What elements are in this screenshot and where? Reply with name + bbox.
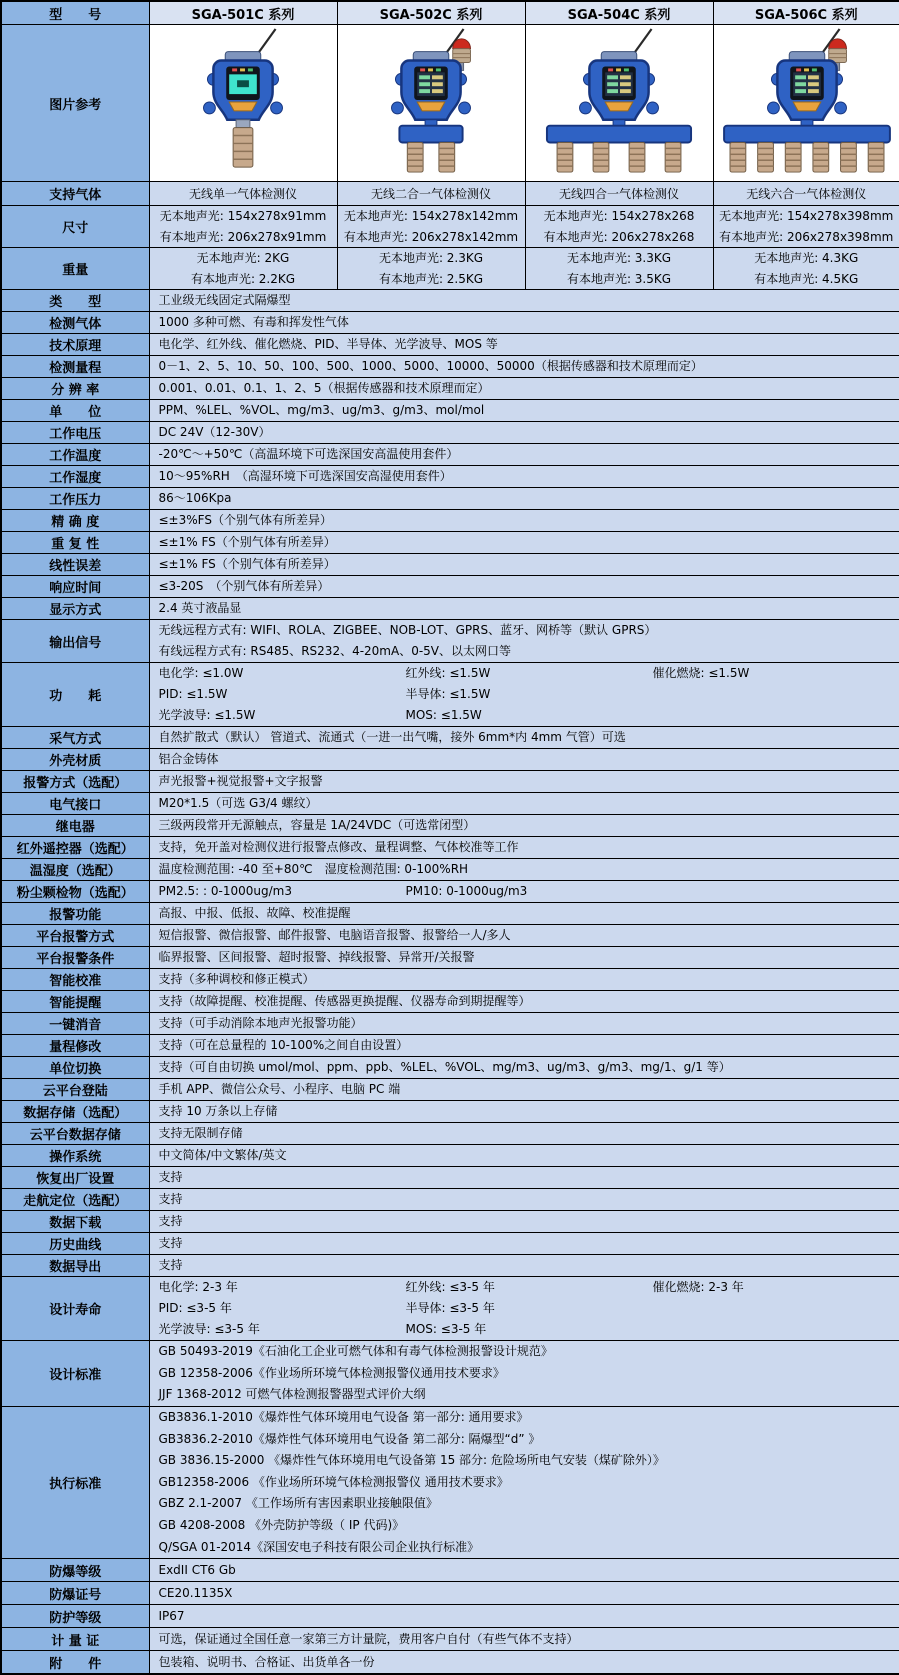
spec-line: 2.4 英寸液晶显 bbox=[159, 598, 891, 619]
spec-line: 中文简体/中文繁体/英文 bbox=[159, 1145, 891, 1166]
spec-value bbox=[149, 620, 899, 663]
spec-value bbox=[149, 1167, 899, 1189]
row-label: 外壳材质 bbox=[1, 749, 149, 771]
cell-line: 无本地声光: 2.3KG bbox=[340, 248, 523, 269]
spec-row bbox=[1, 1123, 899, 1145]
row-label: 工作温度 bbox=[1, 444, 149, 466]
size-row-cell bbox=[149, 206, 337, 248]
row-label: 重 复 性 bbox=[1, 532, 149, 554]
row-label: 数据导出 bbox=[1, 1255, 149, 1277]
weight-row-cell bbox=[713, 248, 899, 290]
spec-line: 86～106Kpa bbox=[159, 488, 891, 509]
spec-row bbox=[1, 444, 899, 466]
spec-row bbox=[1, 771, 899, 793]
spec-value bbox=[149, 1079, 899, 1101]
row-label: 计 量 证 bbox=[1, 1628, 149, 1651]
cell-line: 有本地声光: 3.5KG bbox=[528, 269, 711, 290]
spec-row bbox=[1, 334, 899, 356]
spec-row bbox=[1, 1101, 899, 1123]
spec-row bbox=[1, 312, 899, 334]
model-header: SGA-504C 系列 bbox=[525, 1, 713, 25]
spec-value bbox=[149, 727, 899, 749]
weight-row bbox=[1, 248, 899, 290]
row-label: 单 位 bbox=[1, 400, 149, 422]
spec-value bbox=[149, 290, 899, 312]
spec-row bbox=[1, 947, 899, 969]
spec-line: 无线远程方式有: WIFI、ROLA、ZIGBEE、NOB-LOT、GPRS、蓝牙、网桥等（默认 GPRS） bbox=[159, 620, 891, 641]
row-label: 红外遥控器（选配） bbox=[1, 837, 149, 859]
spec-row bbox=[1, 1057, 899, 1079]
spec-line: 支持 bbox=[159, 1211, 891, 1232]
spec-line: 支持（可在总量程的 10-100%之间自由设置） bbox=[159, 1035, 891, 1056]
spec-line: GB3836.1-2010《爆炸性气体环境用电气设备 第一部分: 通用要求》 bbox=[159, 1407, 891, 1429]
product-image bbox=[713, 25, 899, 182]
spec-segment: PM2.5: : 0-1000ug/m3 bbox=[159, 881, 406, 902]
row-label: 类 型 bbox=[1, 290, 149, 312]
gas-detector-6in1-icon bbox=[714, 25, 899, 177]
spec-value bbox=[149, 422, 899, 444]
spec-value bbox=[149, 1189, 899, 1211]
spec-value bbox=[149, 1013, 899, 1035]
spec-line: 工业级无线固定式隔爆型 bbox=[159, 290, 891, 311]
spec-row bbox=[1, 576, 899, 598]
row-label: 云平台数据存储 bbox=[1, 1123, 149, 1145]
spec-row bbox=[1, 859, 899, 881]
row-label: 采气方式 bbox=[1, 727, 149, 749]
spec-row bbox=[1, 1651, 899, 1675]
spec-line bbox=[159, 684, 891, 726]
spec-row bbox=[1, 1582, 899, 1605]
spec-value bbox=[149, 925, 899, 947]
spec-segment: PM10: 0-1000ug/m3 bbox=[406, 881, 528, 902]
row-label: 走航定位（选配） bbox=[1, 1189, 149, 1211]
row-label: 历史曲线 bbox=[1, 1233, 149, 1255]
weight-row-cell bbox=[149, 248, 337, 290]
gas-type-cell: 无线六合一气体检测仪 bbox=[713, 182, 899, 206]
row-label: 功 耗 bbox=[1, 663, 149, 727]
spec-line: PPM、%LEL、%VOL、mg/m3、ug/m3、g/m3、mol/mol bbox=[159, 400, 891, 421]
gas-type-cell: 无线单一气体检测仪 bbox=[149, 182, 337, 206]
spec-segment: MOS: ≤3-5 年 bbox=[406, 1319, 487, 1340]
spec-row bbox=[1, 1145, 899, 1167]
spec-value bbox=[149, 837, 899, 859]
spec-value bbox=[149, 1233, 899, 1255]
spec-value bbox=[149, 815, 899, 837]
spec-row bbox=[1, 1277, 899, 1341]
header-row bbox=[1, 1, 899, 25]
size-row-cell bbox=[337, 206, 525, 248]
spec-line: 1000 多种可燃、有毒和挥发性气体 bbox=[159, 312, 891, 333]
spec-line bbox=[159, 1277, 891, 1298]
spec-row bbox=[1, 510, 899, 532]
spec-line: -20℃～+50℃（高温环境下可选深国安高温使用套件） bbox=[159, 444, 891, 465]
row-label: 显示方式 bbox=[1, 598, 149, 620]
spec-value bbox=[149, 488, 899, 510]
spec-value bbox=[149, 969, 899, 991]
spec-row bbox=[1, 969, 899, 991]
gas-detector-2in1-icon bbox=[338, 25, 524, 177]
spec-row bbox=[1, 554, 899, 576]
spec-row bbox=[1, 1211, 899, 1233]
row-label-image: 图片参考 bbox=[1, 25, 149, 182]
spec-segment: 光学波导: ≤1.5W bbox=[159, 705, 406, 726]
spec-line: 支持（多种调校和修正模式） bbox=[159, 969, 891, 990]
row-label: 执行标准 bbox=[1, 1407, 149, 1559]
spec-row bbox=[1, 1559, 899, 1582]
spec-line: 支持（可手动消除本地声光报警功能） bbox=[159, 1013, 891, 1034]
spec-value bbox=[149, 400, 899, 422]
row-label: 平台报警方式 bbox=[1, 925, 149, 947]
cell-line: 无本地声光: 154x278x142mm bbox=[340, 206, 523, 227]
spec-line bbox=[159, 1298, 891, 1340]
spec-row bbox=[1, 1605, 899, 1628]
row-label: 输出信号 bbox=[1, 620, 149, 663]
spec-line: 10～95%RH （高湿环境下可选深国安高湿使用套件） bbox=[159, 466, 891, 487]
gas-detector-4in1-icon bbox=[526, 25, 712, 177]
spec-value bbox=[149, 1057, 899, 1079]
spec-row bbox=[1, 881, 899, 903]
spec-value bbox=[149, 771, 899, 793]
spec-value bbox=[149, 1651, 899, 1675]
spec-segment: PID: ≤1.5W bbox=[159, 684, 406, 705]
spec-line: 支持 bbox=[159, 1255, 891, 1276]
spec-row bbox=[1, 991, 899, 1013]
spec-segment: 光学波导: ≤3-5 年 bbox=[159, 1319, 406, 1340]
row-label: 报警功能 bbox=[1, 903, 149, 925]
spec-line: ≤3-20S （个别气体有所差异） bbox=[159, 576, 891, 597]
spec-line: ExdII CT6 Gb bbox=[159, 1560, 891, 1581]
spec-value bbox=[149, 532, 899, 554]
spec-line: GB 3836.15-2000 《爆炸性气体环境用电气设备第 15 部分: 危险场所电气安装（煤矿除外）》 bbox=[159, 1450, 891, 1472]
row-label: 精 确 度 bbox=[1, 510, 149, 532]
spec-value bbox=[149, 1628, 899, 1651]
row-label: 智能提醒 bbox=[1, 991, 149, 1013]
row-label: 单位切换 bbox=[1, 1057, 149, 1079]
spec-segment: MOS: ≤1.5W bbox=[406, 705, 482, 726]
size-row bbox=[1, 206, 899, 248]
weight-row-cell bbox=[337, 248, 525, 290]
spec-line: 有线远程方式有: RS485、RS232、4-20mA、0-5V、以太网口等 bbox=[159, 641, 891, 662]
weight-row-cell bbox=[525, 248, 713, 290]
spec-line: GB 50493-2019《石油化工企业可燃气体和有毒气体检测报警设计规范》 bbox=[159, 1341, 891, 1363]
product-image bbox=[337, 25, 525, 182]
cell-line: 无本地声光: 154x278x268 bbox=[528, 206, 711, 227]
row-label: 防爆证号 bbox=[1, 1582, 149, 1605]
spec-row bbox=[1, 466, 899, 488]
spec-row bbox=[1, 793, 899, 815]
spec-value bbox=[149, 793, 899, 815]
row-label: 粉尘颗检物（选配） bbox=[1, 881, 149, 903]
model-header: SGA-506C 系列 bbox=[713, 1, 899, 25]
row-label-model: 型 号 bbox=[1, 1, 149, 25]
spec-line: 自然扩散式（默认） 管道式、流通式（一进一出气嘴，接外 6mm*内 4mm 气管）可选 bbox=[159, 727, 891, 748]
spec-line: CE20.1135X bbox=[159, 1583, 891, 1604]
spec-line: 可选，保证通过全国任意一家第三方计量院，费用客户自付（有些气体不支持） bbox=[159, 1629, 891, 1650]
row-label: 温湿度（选配） bbox=[1, 859, 149, 881]
spec-line: 支持无限制存储 bbox=[159, 1123, 891, 1144]
cell-line: 无本地声光: 154x278x398mm bbox=[716, 206, 898, 227]
cell-line: 有本地声光: 206x278x142mm bbox=[340, 227, 523, 248]
spec-line: Q/SGA 01-2014《深国安电子科技有限公司企业执行标准》 bbox=[159, 1537, 891, 1559]
spec-value bbox=[149, 334, 899, 356]
spec-line: GB 12358-2006《作业场所环境气体检测报警仪通用技术要求》 bbox=[159, 1363, 891, 1385]
row-label: 量程修改 bbox=[1, 1035, 149, 1057]
row-label: 报警方式（选配） bbox=[1, 771, 149, 793]
spec-value bbox=[149, 1255, 899, 1277]
spec-value bbox=[149, 1123, 899, 1145]
spec-line: 支持（故障提醒、校准提醒、传感器更换提醒、仪器寿命到期提醒等） bbox=[159, 991, 891, 1012]
gas-detector-single-icon bbox=[150, 25, 336, 177]
spec-row bbox=[1, 356, 899, 378]
spec-value bbox=[149, 947, 899, 969]
spec-value bbox=[149, 510, 899, 532]
spec-line: 0－1、2、5、10、50、100、500、1000、5000、10000、50000（根据传感器和技术原理而定） bbox=[159, 356, 891, 377]
spec-line: 短信报警、微信报警、邮件报警、电脑语音报警、报警给一人/多人 bbox=[159, 925, 891, 946]
row-label: 云平台登陆 bbox=[1, 1079, 149, 1101]
spec-line: ≤±1% FS（个别气体有所差异） bbox=[159, 532, 891, 553]
spec-value bbox=[149, 1582, 899, 1605]
row-label: 继电器 bbox=[1, 815, 149, 837]
gas-type-cell: 无线四合一气体检测仪 bbox=[525, 182, 713, 206]
spec-value bbox=[149, 1559, 899, 1582]
spec-value bbox=[149, 859, 899, 881]
spec-line bbox=[159, 881, 891, 902]
row-label: 数据存储（选配） bbox=[1, 1101, 149, 1123]
product-image bbox=[149, 25, 337, 182]
spec-row bbox=[1, 378, 899, 400]
row-label: 防爆等级 bbox=[1, 1559, 149, 1582]
spec-line: ≤±1% FS（个别气体有所差异） bbox=[159, 554, 891, 575]
cell-line: 有本地声光: 4.5KG bbox=[716, 269, 898, 290]
spec-value bbox=[149, 312, 899, 334]
spec-value bbox=[149, 378, 899, 400]
spec-line: GB 4208-2008 《外壳防护等级（ IP 代码)》 bbox=[159, 1515, 891, 1537]
row-label: 设计标准 bbox=[1, 1341, 149, 1407]
spec-line: 手机 APP、微信公众号、小程序、电脑 PC 端 bbox=[159, 1079, 891, 1100]
cell-line: 无本地声光: 4.3KG bbox=[716, 248, 898, 269]
spec-row bbox=[1, 1189, 899, 1211]
spec-value bbox=[149, 1101, 899, 1123]
spec-value bbox=[149, 444, 899, 466]
row-label: 附 件 bbox=[1, 1651, 149, 1675]
spec-line: 支持 bbox=[159, 1167, 891, 1188]
spec-segment: PID: ≤3-5 年 bbox=[159, 1298, 406, 1319]
row-label: 智能校准 bbox=[1, 969, 149, 991]
product-image bbox=[525, 25, 713, 182]
row-label: 工作电压 bbox=[1, 422, 149, 444]
spec-value bbox=[149, 903, 899, 925]
spec-row bbox=[1, 1628, 899, 1651]
spec-line: 支持 bbox=[159, 1189, 891, 1210]
spec-row bbox=[1, 925, 899, 947]
cell-line: 有本地声光: 206x278x91mm bbox=[152, 227, 335, 248]
spec-segment: 电化学: ≤1.0W bbox=[159, 663, 406, 684]
spec-row bbox=[1, 1013, 899, 1035]
row-label: 分 辨 率 bbox=[1, 378, 149, 400]
spec-line: 支持，免开盖对检测仪进行报警点修改、量程调整、气体校准等工作 bbox=[159, 837, 891, 858]
image-row bbox=[1, 25, 899, 182]
spec-segment: 半导体: ≤1.5W bbox=[406, 684, 653, 705]
size-row-cell bbox=[713, 206, 899, 248]
size-row-cell bbox=[525, 206, 713, 248]
spec-value bbox=[149, 466, 899, 488]
model-header: SGA-502C 系列 bbox=[337, 1, 525, 25]
row-label: 设计寿命 bbox=[1, 1277, 149, 1341]
spec-row bbox=[1, 663, 899, 727]
row-label: 恢复出厂设置 bbox=[1, 1167, 149, 1189]
spec-value bbox=[149, 356, 899, 378]
spec-value bbox=[149, 991, 899, 1013]
spec-line: GB12358-2006 《作业场所环境气体检测报警仪 通用技术要求》 bbox=[159, 1472, 891, 1494]
spec-segment: 催化燃烧: 2-3 年 bbox=[653, 1277, 744, 1298]
spec-row bbox=[1, 598, 899, 620]
row-label: 响应时间 bbox=[1, 576, 149, 598]
supported-gas-row bbox=[1, 182, 899, 206]
spec-line: DC 24V（12-30V） bbox=[159, 422, 891, 443]
row-label: 重量 bbox=[1, 248, 149, 290]
spec-line: 支持（可自由切换 umol/mol、ppm、ppb、%LEL、%VOL、mg/m3、ug/m3、g/m3、mg/1、g/1 等） bbox=[159, 1057, 891, 1078]
spec-line: JJF 1368-2012 可燃气体检测报警器型式评价大纲 bbox=[159, 1384, 891, 1406]
spec-value bbox=[149, 598, 899, 620]
spec-row bbox=[1, 1255, 899, 1277]
spec-value bbox=[149, 749, 899, 771]
row-label: 技术原理 bbox=[1, 334, 149, 356]
spec-row bbox=[1, 727, 899, 749]
spec-line: 0.001、0.01、0.1、1、2、5（根据传感器和技术原理而定） bbox=[159, 378, 891, 399]
spec-row bbox=[1, 1341, 899, 1407]
spec-line: IP67 bbox=[159, 1606, 891, 1627]
spec-value bbox=[149, 554, 899, 576]
row-label: 检测量程 bbox=[1, 356, 149, 378]
spec-line: 高报、中报、低报、故障、校准提醒 bbox=[159, 903, 891, 924]
cell-line: 有本地声光: 2.2KG bbox=[152, 269, 335, 290]
spec-value bbox=[149, 1407, 899, 1559]
row-label: 支持气体 bbox=[1, 182, 149, 206]
spec-row bbox=[1, 815, 899, 837]
spec-line: M20*1.5（可选 G3/4 螺纹） bbox=[159, 793, 891, 814]
spec-row bbox=[1, 620, 899, 663]
spec-value bbox=[149, 1035, 899, 1057]
cell-line: 有本地声光: 2.5KG bbox=[340, 269, 523, 290]
row-label: 检测气体 bbox=[1, 312, 149, 334]
spec-value bbox=[149, 1605, 899, 1628]
row-label: 线性误差 bbox=[1, 554, 149, 576]
cell-line: 无本地声光: 154x278x91mm bbox=[152, 206, 335, 227]
spec-row bbox=[1, 1167, 899, 1189]
spec-value bbox=[149, 576, 899, 598]
row-label: 一键消音 bbox=[1, 1013, 149, 1035]
spec-row bbox=[1, 1407, 899, 1559]
cell-line: 有本地声光: 206x278x268 bbox=[528, 227, 711, 248]
spec-segment: 红外线: ≤3-5 年 bbox=[406, 1277, 653, 1298]
spec-segment: 催化燃烧: ≤1.5W bbox=[653, 663, 750, 684]
spec-row bbox=[1, 1035, 899, 1057]
spec-row bbox=[1, 290, 899, 312]
spec-segment: 半导体: ≤3-5 年 bbox=[406, 1298, 653, 1319]
spec-line: 声光报警+视觉报警+文字报警 bbox=[159, 771, 891, 792]
model-header: SGA-501C 系列 bbox=[149, 1, 337, 25]
spec-line: 临界报警、区间报警、超时报警、掉线报警、异常开/关报警 bbox=[159, 947, 891, 968]
spec-row bbox=[1, 749, 899, 771]
spec-line: 支持 10 万条以上存储 bbox=[159, 1101, 891, 1122]
spec-line: 包装箱、说明书、合格证、出货单各一份 bbox=[159, 1652, 891, 1673]
spec-value bbox=[149, 663, 899, 727]
spec-row bbox=[1, 532, 899, 554]
spec-row bbox=[1, 422, 899, 444]
row-label: 工作湿度 bbox=[1, 466, 149, 488]
spec-line: 电化学、红外线、催化燃烧、PID、半导体、光学波导、MOS 等 bbox=[159, 334, 891, 355]
spec-row bbox=[1, 1079, 899, 1101]
spec-line: GB3836.2-2010《爆炸性气体环境用电气设备 第二部分: 隔爆型“d” 》 bbox=[159, 1429, 891, 1451]
spec-line: 温度检测范围: -40 至+80℃ 湿度检测范围: 0-100%RH bbox=[159, 859, 891, 880]
cell-line: 有本地声光: 206x278x398mm bbox=[716, 227, 898, 248]
spec-value bbox=[149, 1145, 899, 1167]
spec-value bbox=[149, 1341, 899, 1407]
spec-segment: 电化学: 2-3 年 bbox=[159, 1277, 406, 1298]
cell-line: 无本地声光: 3.3KG bbox=[528, 248, 711, 269]
cell-line: 无本地声光: 2KG bbox=[152, 248, 335, 269]
spec-row bbox=[1, 837, 899, 859]
spec-line: ≤±3%FS（个别气体有所差异） bbox=[159, 510, 891, 531]
spec-value bbox=[149, 881, 899, 903]
row-label: 工作压力 bbox=[1, 488, 149, 510]
row-label: 电气接口 bbox=[1, 793, 149, 815]
spec-line: GBZ 2.1-2007 《工作场所有害因素职业接触限值》 bbox=[159, 1493, 891, 1515]
row-label: 操作系统 bbox=[1, 1145, 149, 1167]
spec-row bbox=[1, 903, 899, 925]
row-label: 数据下载 bbox=[1, 1211, 149, 1233]
spec-line bbox=[159, 663, 891, 684]
spec-row bbox=[1, 400, 899, 422]
spec-line: 铝合金铸体 bbox=[159, 749, 891, 770]
spec-segment: 红外线: ≤1.5W bbox=[406, 663, 653, 684]
spec-row bbox=[1, 1233, 899, 1255]
spec-line: 三级两段常开无源触点，容量是 1A/24VDC（可选常闭型） bbox=[159, 815, 891, 836]
spec-value bbox=[149, 1211, 899, 1233]
spec-row bbox=[1, 488, 899, 510]
gas-type-cell: 无线二合一气体检测仪 bbox=[337, 182, 525, 206]
row-label: 平台报警条件 bbox=[1, 947, 149, 969]
row-label: 尺寸 bbox=[1, 206, 149, 248]
row-label: 防护等级 bbox=[1, 1605, 149, 1628]
spec-value bbox=[149, 1277, 899, 1341]
spec-line: 支持 bbox=[159, 1233, 891, 1254]
